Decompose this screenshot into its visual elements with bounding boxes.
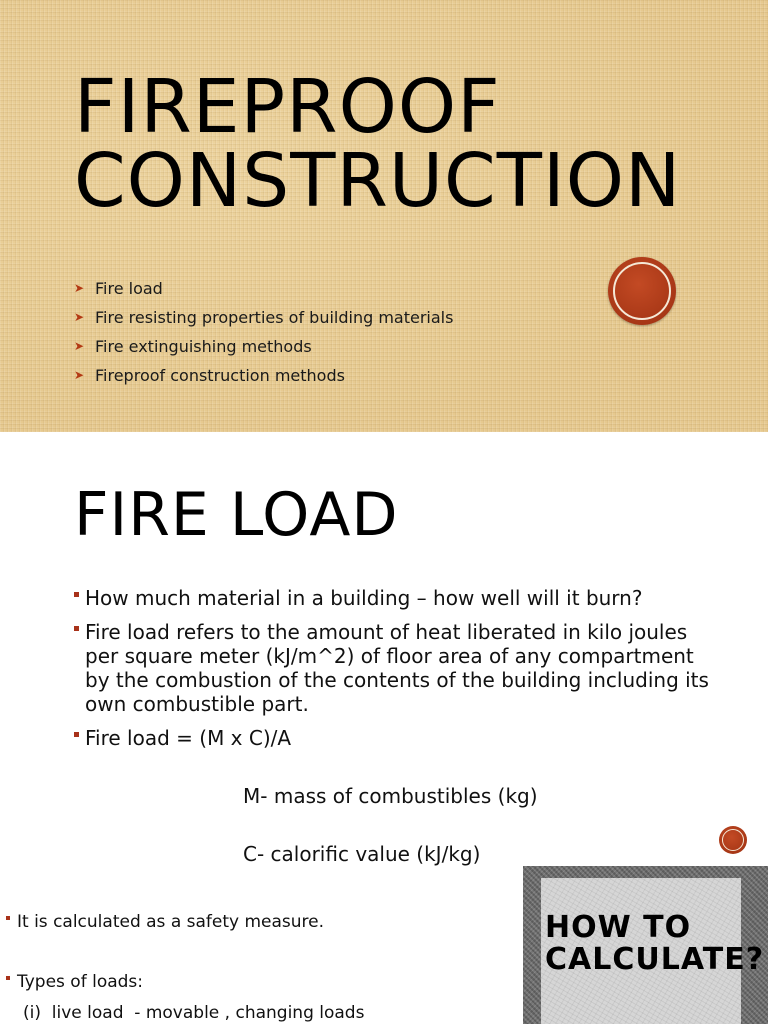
square-bullet-icon: [74, 626, 79, 631]
arrow-bullet-icon: ➤: [74, 339, 85, 353]
arrow-bullet-icon: ➤: [74, 310, 85, 324]
list-item-text: Fire load refers to the amount of heat liberated in kilo joules per square meter (kJ/m^2) of floor area of any compartment by the combustion of the contents of the building including its own combustible part.: [85, 620, 709, 716]
title-slide: [0, 0, 768, 432]
panel-title: HOW TO CALCULATE?: [545, 910, 765, 977]
topic-list: [74, 278, 453, 394]
list-item-text: Fireproof construction methods: [95, 366, 345, 385]
square-bullet-icon: [6, 976, 10, 980]
list-item: [74, 620, 714, 716]
list-item-text: Fire extinguishing methods: [95, 337, 312, 356]
list-item: [74, 365, 453, 394]
arrow-bullet-icon: ➤: [74, 368, 85, 382]
list-item-text: How much material in a building – how well will it burn?: [85, 586, 643, 610]
decorative-circle-icon: [608, 257, 676, 325]
fire-load-list: [74, 586, 714, 760]
calculation-list: [6, 911, 324, 993]
square-bullet-icon: [6, 916, 10, 920]
square-bullet-icon: [74, 592, 79, 597]
sub-list-item: (i) live load - movable , changing loads: [23, 1003, 365, 1023]
list-item: [74, 726, 714, 750]
list-item: [74, 336, 453, 365]
list-item-text: It is calculated as a safety measure.: [17, 912, 325, 932]
slide-heading: FIRE LOAD: [74, 480, 399, 550]
list-item: [6, 911, 324, 933]
square-bullet-icon: [74, 732, 79, 737]
list-item: [74, 586, 714, 610]
list-item: [74, 278, 453, 307]
list-item-text: Fire load = (M x C)/A: [85, 726, 292, 750]
decorative-circle-icon: [719, 826, 747, 854]
formula-term-mass: M- mass of combustibles (kg): [243, 784, 538, 808]
slide-title: FIREPROOF CONSTRUCTION: [74, 64, 682, 224]
list-item: [74, 307, 453, 336]
list-item: [6, 971, 324, 993]
list-item-text: Fire load: [95, 279, 163, 298]
list-item-text: Types of loads:: [17, 972, 144, 992]
list-item-text: Fire resisting properties of building materials: [95, 308, 454, 327]
arrow-bullet-icon: ➤: [74, 281, 85, 295]
formula-term-calorific: C- calorific value (kJ/kg): [243, 842, 481, 866]
how-to-calculate-panel: [523, 866, 768, 1024]
